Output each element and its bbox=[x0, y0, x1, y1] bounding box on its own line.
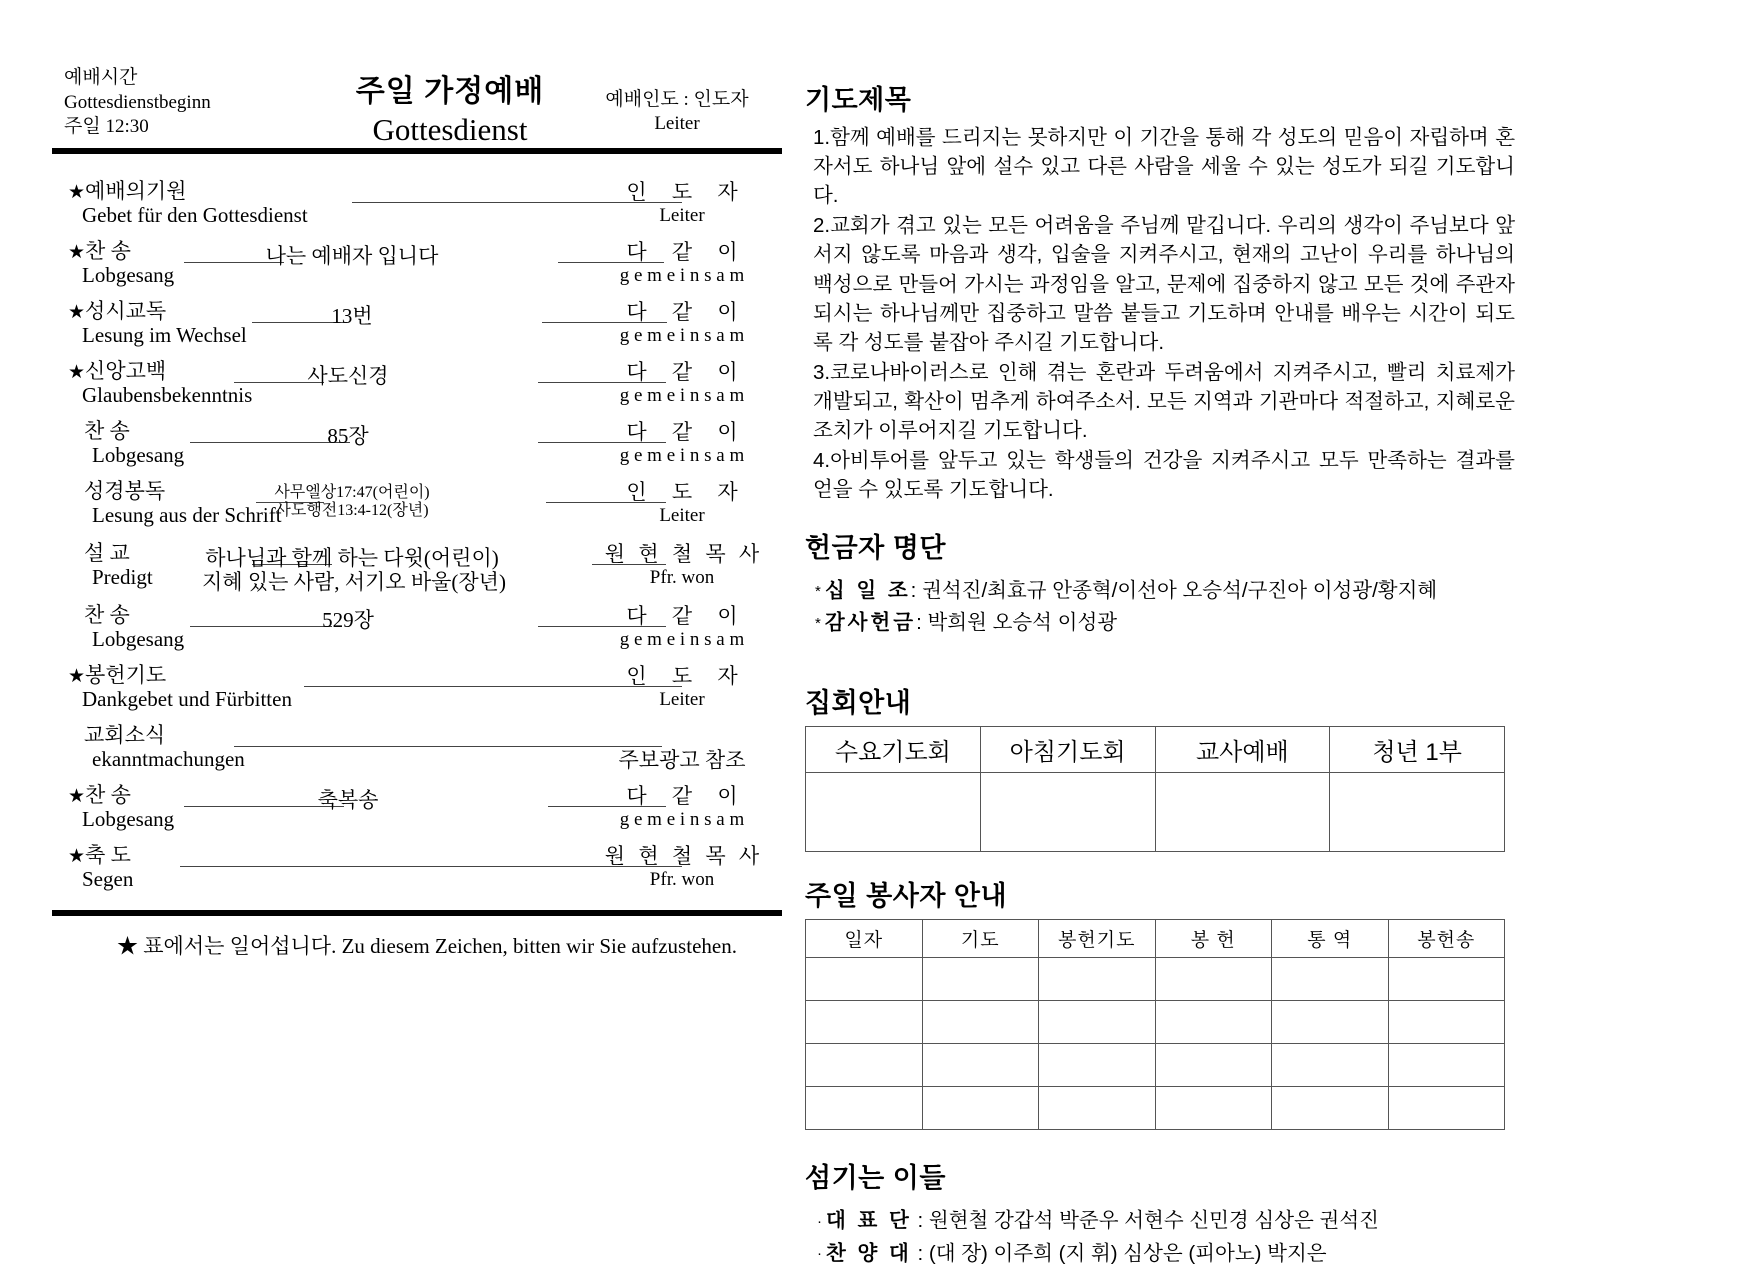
standing-star-icon: ★ bbox=[68, 786, 86, 807]
service-item-name-de: Lobgesang bbox=[92, 626, 185, 651]
service-item-name-kr: ★찬 송 bbox=[68, 783, 131, 807]
service-time-label-de: Gottesdienstbeginn bbox=[64, 91, 211, 113]
service-item-performer-kr: 인 도 자 bbox=[626, 180, 748, 204]
volunteer-cell bbox=[1155, 1086, 1272, 1129]
service-item-content bbox=[202, 546, 506, 595]
prayer-topics-list bbox=[805, 123, 1515, 504]
service-item-performer bbox=[582, 420, 782, 467]
service-item-name bbox=[68, 542, 153, 589]
prayer-topic-item: 4.아비투어를 앞두고 있는 학생들의 건강을 지켜주시고 모두 만족하는 결과를 얻을 수 있도록 기도합니다. bbox=[813, 449, 1515, 502]
prayer-topic-item: 2.교회가 겪고 있는 모든 어려움을 주님께 맡깁니다. 우리의 생각이 주님보다 앞서지 않도록 마음과 생각, 입술을 지켜주시고, 현재의 고난이 우리를 하나님의 백성으로 만들어 가시는 과정임을 알고, 문제에 집중하지 않고 모든 것에 주관자 되시는 하나님께만 집중하고 말씀 붙들고 기도하며 안내를 배우는 시간이 되도록 각 성도를 붙잡아 주시길 기도합니다. bbox=[813, 214, 1515, 354]
order-of-service-row bbox=[52, 784, 782, 844]
standing-star-icon: ★ bbox=[68, 242, 86, 263]
volunteer-cell bbox=[922, 1086, 1039, 1129]
volunteer-cell bbox=[1272, 1000, 1389, 1043]
service-item-name-kr: ★예배의기원 bbox=[68, 179, 187, 203]
donor-names: 권석진/최효규 안종혁/이선아 오승석/구진아 이성광/황지혜 bbox=[922, 579, 1438, 603]
order-of-service-row bbox=[52, 664, 782, 724]
prayer-topic-item: 3.코로나바이러스로 인해 겪는 혼란과 두려움에서 지켜주시고, 빨리 치료제가 개발되고, 확산이 멈추게 하여주소서. 모든 지역과 기관마다 적절하고, 지혜로운 조치가 이루어지길 기도합니다. bbox=[813, 360, 1515, 443]
service-item-name bbox=[68, 844, 133, 891]
service-item-performer bbox=[582, 664, 782, 711]
service-item-name-de: Lesung im Wechsel bbox=[82, 322, 247, 347]
serving-member-item bbox=[817, 1238, 1515, 1271]
volunteer-cell bbox=[1272, 1043, 1389, 1086]
meeting-column-header: 청년 1부 bbox=[1330, 726, 1505, 772]
service-item-name-kr: 설 교 bbox=[84, 541, 130, 565]
volunteer-cell bbox=[1039, 1000, 1156, 1043]
volunteer-column-header: 봉헌송 bbox=[1388, 919, 1505, 957]
meeting-column-header: 수요기도회 bbox=[806, 726, 981, 772]
service-item-name-de: Lobgesang bbox=[82, 806, 175, 831]
asterisk-icon: * bbox=[815, 615, 821, 633]
volunteer-cell bbox=[922, 1000, 1039, 1043]
service-item-content bbox=[202, 304, 502, 328]
volunteer-column-header: 봉헌기도 bbox=[1039, 919, 1156, 957]
service-item-name bbox=[68, 664, 292, 711]
service-item-performer-de: g e m e i n s a m bbox=[619, 444, 745, 466]
donor-list bbox=[805, 575, 1515, 639]
service-item-performer bbox=[582, 240, 782, 287]
service-item-content bbox=[202, 484, 502, 521]
service-item-name-de: Lobgesang bbox=[92, 442, 185, 467]
service-item-performer-de: g e m e i n s a m bbox=[619, 628, 745, 650]
meeting-cell bbox=[980, 772, 1155, 851]
bulletin-title-de: Gottesdienst bbox=[372, 111, 528, 147]
volunteer-cell bbox=[1039, 1043, 1156, 1086]
serving-separator: : bbox=[911, 1241, 929, 1265]
order-of-service-column bbox=[52, 66, 782, 960]
asterisk-icon: * bbox=[815, 583, 821, 601]
service-item-performer-de: Pfr. won bbox=[649, 566, 715, 588]
service-item-performer-de: Leiter bbox=[659, 504, 705, 526]
service-item-name bbox=[68, 784, 174, 831]
service-item-name bbox=[68, 240, 174, 287]
volunteer-cell bbox=[806, 957, 923, 1000]
order-of-service-row bbox=[52, 604, 782, 664]
announcements-column bbox=[805, 78, 1515, 1271]
donor-category-label: 십 일 조 bbox=[824, 579, 911, 603]
bullet-icon: · bbox=[817, 1212, 822, 1230]
bulletin-title bbox=[310, 74, 590, 148]
service-item-performer bbox=[582, 300, 782, 347]
service-item-performer-de: Leiter bbox=[659, 204, 705, 226]
order-of-service-row bbox=[52, 542, 782, 604]
service-item-name-de: Segen bbox=[82, 866, 134, 891]
service-item-content bbox=[198, 608, 498, 632]
volunteer-cell bbox=[1272, 957, 1389, 1000]
service-item-performer-de: g e m e i n s a m bbox=[619, 264, 745, 286]
meeting-cell bbox=[1330, 772, 1505, 851]
service-item-content bbox=[202, 244, 502, 268]
volunteer-cell bbox=[806, 1000, 923, 1043]
order-of-service-row bbox=[52, 300, 782, 360]
service-item-performer bbox=[582, 784, 782, 831]
standing-star-icon: ★ bbox=[68, 362, 86, 383]
table-header-row bbox=[806, 919, 1505, 957]
meeting-schedule-table bbox=[805, 726, 1505, 852]
volunteer-column-header: 통 역 bbox=[1272, 919, 1389, 957]
service-item-content bbox=[198, 364, 498, 388]
service-item-performer-kr: 다 같 이 bbox=[626, 240, 748, 264]
serving-members-list bbox=[805, 1205, 1515, 1271]
volunteer-cell bbox=[806, 1043, 923, 1086]
service-item-name-de: Dankgebet und Fürbitten bbox=[82, 686, 292, 711]
table-row bbox=[806, 1000, 1505, 1043]
donor-category-label: 감사헌금 bbox=[824, 611, 917, 635]
order-of-service-row bbox=[52, 420, 782, 480]
volunteer-cell bbox=[1272, 1086, 1389, 1129]
table-header-row bbox=[806, 726, 1505, 772]
service-item-content-line1: 하나님과 함께 하는 다윗(어린이) bbox=[205, 546, 499, 570]
order-of-service-row bbox=[52, 480, 782, 542]
order-of-service-list bbox=[52, 180, 782, 904]
service-leader-label-de: Leiter bbox=[654, 113, 700, 135]
service-item-name-kr: ★찬 송 bbox=[68, 239, 131, 263]
service-item-performer bbox=[582, 604, 782, 651]
standing-star-icon: ★ bbox=[68, 302, 86, 323]
service-time-value: 주일 12:30 bbox=[64, 116, 149, 138]
service-item-performer-kr: 다 같 이 bbox=[626, 784, 748, 808]
standing-star-icon: ★ bbox=[68, 182, 86, 203]
volunteer-section-heading: 주일 봉사자 안내 bbox=[805, 880, 1008, 911]
standing-star-icon: ★ bbox=[68, 846, 86, 867]
serving-member-names: (대 장) 이주희 (지 휘) 심상은 (피아노) 박지은 bbox=[928, 1241, 1327, 1265]
service-item-performer-kr: 다 같 이 bbox=[626, 360, 748, 384]
service-item-performer bbox=[582, 480, 782, 527]
serving-section-heading: 섬기는 이들 bbox=[805, 1162, 946, 1193]
prayer-section-heading: 기도제목 bbox=[805, 85, 912, 115]
volunteer-cell bbox=[1388, 957, 1505, 1000]
service-item-performer-kr: 다 같 이 bbox=[626, 604, 748, 628]
volunteer-column-header: 봉 헌 bbox=[1155, 919, 1272, 957]
meeting-column-header: 아침기도회 bbox=[980, 726, 1155, 772]
volunteer-cell bbox=[922, 957, 1039, 1000]
service-item-performer-de: g e m e i n s a m bbox=[619, 324, 745, 346]
volunteer-cell bbox=[1388, 1043, 1505, 1086]
service-item-name-de: Glaubensbekenntnis bbox=[82, 382, 253, 407]
service-item-performer-kr: 원 현 철 목 사 bbox=[604, 844, 764, 868]
service-item-name bbox=[68, 604, 184, 651]
serving-separator: : bbox=[911, 1208, 929, 1232]
service-item-performer bbox=[582, 844, 782, 891]
service-item-name-kr: 교회소식 bbox=[84, 723, 166, 747]
service-item-performer-de: Leiter bbox=[659, 688, 705, 710]
service-item-name-de: Predigt bbox=[92, 564, 153, 589]
volunteer-column-header: 일자 bbox=[806, 919, 923, 957]
service-item-performer bbox=[582, 542, 782, 589]
meeting-column-header: 교사예배 bbox=[1155, 726, 1330, 772]
service-item-performer-de: 주보광고 참조 bbox=[618, 748, 746, 772]
service-item-name-de: Lobgesang bbox=[82, 262, 175, 287]
donor-separator: : bbox=[910, 579, 923, 603]
volunteer-cell bbox=[1039, 957, 1156, 1000]
service-item-name-kr: 성경봉독 bbox=[84, 479, 166, 503]
serving-group-label: 찬 양 대 bbox=[826, 1241, 912, 1265]
volunteer-cell bbox=[806, 1086, 923, 1129]
service-item-performer-de: Pfr. won bbox=[649, 868, 715, 890]
service-item-performer-kr: 인 도 자 bbox=[626, 480, 748, 504]
table-row bbox=[806, 957, 1505, 1000]
prayer-topic-item: 1.함께 예배를 드리지는 못하지만 이 기간을 통해 각 성도의 믿음이 자립하며 혼자서도 하나님 앞에 설수 있고 다른 사람을 세울 수 있는 성도가 되길 기도합니다. bbox=[813, 126, 1515, 208]
service-item-content-line2: 사도행전13:4-12(장년) bbox=[275, 502, 429, 520]
service-item-name-de: Gebet für den Gottesdienst bbox=[82, 202, 308, 227]
service-item-performer-kr: 인 도 자 bbox=[626, 664, 748, 688]
meeting-cell bbox=[806, 772, 981, 851]
table-row bbox=[806, 1086, 1505, 1129]
service-item-name-kr: ★축 도 bbox=[68, 843, 131, 867]
service-item-performer-de: g e m e i n s a m bbox=[619, 384, 745, 406]
service-item-content-line1: 13번 bbox=[331, 304, 373, 328]
service-item-name bbox=[68, 724, 245, 771]
header-divider-bottom bbox=[52, 910, 782, 916]
volunteer-column-header: 기도 bbox=[922, 919, 1039, 957]
masthead bbox=[52, 66, 782, 147]
service-item-content-line1: 529장 bbox=[322, 608, 374, 632]
service-item-name-kr: 찬 송 bbox=[84, 419, 130, 443]
volunteer-schedule-table bbox=[805, 919, 1505, 1130]
service-item-name-de: Lesung aus der Schrift bbox=[92, 502, 282, 527]
meeting-section-heading: 집회안내 bbox=[805, 687, 912, 718]
volunteer-cell bbox=[1155, 1043, 1272, 1086]
service-time-label-kr: 예배시간 bbox=[64, 67, 138, 88]
order-of-service-row bbox=[52, 240, 782, 300]
volunteer-cell bbox=[1388, 1086, 1505, 1129]
serving-member-names: 원현철 강갑석 박준우 서현수 신민경 심상은 권석진 bbox=[928, 1208, 1379, 1232]
standing-footnote: ★ 표에서는 일어섭니다. Zu diesem Zeichen, bitten wir Sie aufzustehen. bbox=[117, 934, 737, 958]
service-item-performer-kr: 다 같 이 bbox=[626, 300, 748, 324]
volunteer-cell bbox=[922, 1043, 1039, 1086]
service-item-content bbox=[198, 788, 498, 812]
bullet-icon: · bbox=[817, 1245, 822, 1263]
service-item-content bbox=[198, 424, 498, 448]
service-item-name-kr: ★신앙고백 bbox=[68, 359, 167, 383]
meeting-cell bbox=[1155, 772, 1330, 851]
donor-list-item bbox=[815, 607, 1515, 639]
service-item-performer bbox=[582, 724, 782, 773]
volunteer-cell bbox=[1155, 957, 1272, 1000]
service-item-name-kr: ★봉헌기도 bbox=[68, 663, 167, 687]
service-item-name-de: ekanntmachungen bbox=[92, 746, 245, 771]
service-item-content-line1: 축복송 bbox=[317, 788, 379, 812]
service-time-block bbox=[64, 66, 211, 140]
donor-separator: : bbox=[916, 611, 928, 635]
service-item-performer-kr: 다 같 이 bbox=[626, 420, 748, 444]
service-item-performer-de: g e m e i n s a m bbox=[619, 808, 745, 830]
order-of-service-row bbox=[52, 180, 782, 240]
order-of-service-row bbox=[52, 844, 782, 904]
order-of-service-row bbox=[52, 360, 782, 420]
service-item-performer bbox=[582, 180, 782, 227]
offering-section-heading: 헌금자 명단 bbox=[805, 533, 946, 564]
service-item-name bbox=[68, 420, 184, 467]
donor-list-item bbox=[815, 575, 1515, 607]
service-item-content-line2: 지혜 있는 사람, 서기오 바울(장년) bbox=[202, 570, 506, 595]
service-item-name-kr: ★성시교독 bbox=[68, 299, 167, 323]
volunteer-cell bbox=[1388, 1000, 1505, 1043]
service-item-content-line1: 나는 예배자 입니다 bbox=[265, 244, 439, 268]
table-row bbox=[806, 1043, 1505, 1086]
header-divider-top bbox=[52, 148, 782, 154]
order-of-service-row bbox=[52, 724, 782, 784]
service-item-name bbox=[68, 180, 308, 227]
table-row bbox=[806, 772, 1505, 851]
donor-names: 박희원 오승석 이성광 bbox=[927, 611, 1118, 635]
service-leader-label-kr: 예배인도 : 인도자 bbox=[605, 89, 749, 110]
serving-group-label: 대 표 단 bbox=[826, 1208, 912, 1232]
service-item-content-line1: 사도신경 bbox=[307, 364, 389, 388]
service-item-name-kr: 찬 송 bbox=[84, 603, 130, 627]
volunteer-cell bbox=[1039, 1086, 1156, 1129]
bulletin-title-kr: 주일 가정예배 bbox=[355, 75, 545, 108]
service-item-content-line1: 85장 bbox=[327, 424, 369, 448]
standing-star-icon: ★ bbox=[68, 666, 86, 687]
service-leader-block bbox=[572, 88, 782, 137]
volunteer-cell bbox=[1155, 1000, 1272, 1043]
service-item-performer bbox=[582, 360, 782, 407]
service-item-performer-kr: 원 현 철 목 사 bbox=[604, 542, 764, 566]
serving-member-item bbox=[817, 1205, 1515, 1238]
service-item-content-line1: 사무엘상17:47(어린이) bbox=[274, 484, 430, 501]
